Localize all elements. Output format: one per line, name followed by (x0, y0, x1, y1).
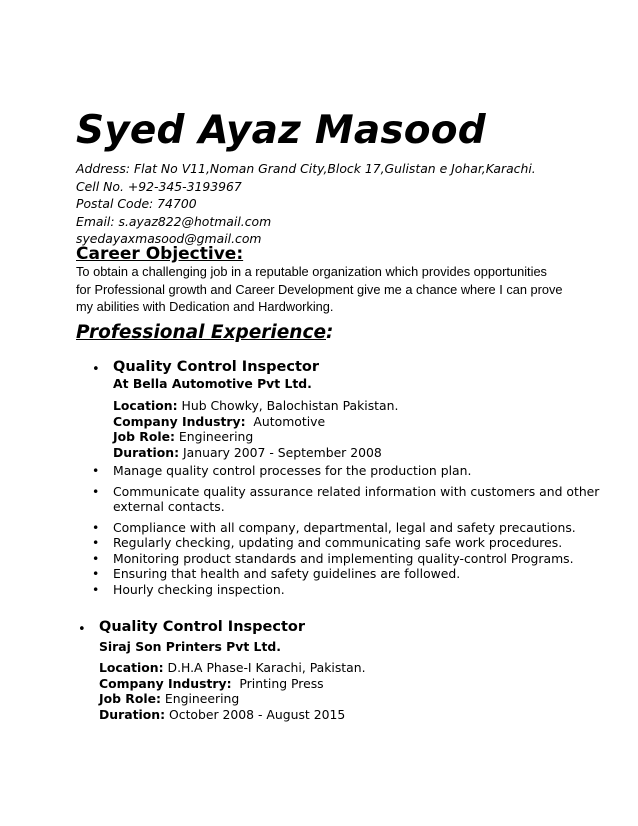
bullet: • (92, 519, 100, 535)
career-objective-heading: Career Objective: (76, 244, 244, 264)
address-line: Address: Flat No V11,Noman Grand City,Block 17,Gulistan e Johar,Karachi. (76, 161, 536, 176)
role-label: Job Role: (113, 429, 175, 444)
duty-text: Compliance with all company, departmental, legal and safety precautions. (113, 519, 576, 535)
email-alt-line: syedayaxmasood@gmail.com (76, 231, 262, 246)
objective-line: To obtain a challenging job in a reputable organization which provides opportunities (76, 264, 547, 279)
job-bullet: • (92, 362, 100, 377)
candidate-name: Syed Ayaz Masood (76, 108, 486, 153)
career-objective-text (76, 263, 566, 316)
duty-text: Hourly checking inspection. (113, 581, 285, 597)
job-title: Quality Control Inspector (113, 359, 319, 375)
bullet: • (92, 550, 100, 566)
bullet: • (92, 581, 100, 597)
bullet: • (92, 566, 100, 581)
duty-text: Manage quality control processes for the production plan. (113, 463, 472, 478)
industry-label: Company Industry: (99, 675, 232, 691)
duration-value: October 2008 - August 2015 (169, 706, 346, 722)
job-details (113, 398, 398, 460)
duration-label: Duration: (99, 706, 166, 722)
email-line: Email: s.ayaz822@hotmail.com (76, 213, 272, 229)
job-details (99, 660, 366, 722)
industry-label: Company Industry: (113, 413, 246, 429)
role-value: Engineering (178, 429, 254, 444)
contact-block (76, 160, 536, 248)
company-name: At Bella Automotive Pvt Ltd. (113, 376, 312, 391)
location-label: Location: (99, 660, 164, 675)
bullet: • (92, 463, 100, 478)
duty-text: Ensuring that health and safety guidelines are followed. (113, 566, 461, 581)
heading-colon: : (326, 322, 334, 343)
industry-value: Printing Press (239, 675, 324, 691)
location-label: Location: (113, 398, 178, 413)
duty-text: Regularly checking, updating and communicating safe work procedures. (113, 535, 563, 550)
postal-line: Postal Code: 74700 (76, 196, 197, 211)
duty-item (92, 463, 572, 479)
duties-list (92, 463, 600, 597)
duration-value: January 2007 - September 2008 (183, 444, 382, 460)
role-label: Job Role: (99, 691, 161, 706)
objective-line: for Professional growth and Career Development give me a chance where I can prove (76, 281, 563, 297)
duty-item (92, 582, 572, 598)
duty-item (92, 519, 576, 536)
location-value: Hub Chowky, Balochistan Pakistan. (181, 398, 399, 413)
company-name: Siraj Son Printers Pvt Ltd. (99, 639, 281, 654)
professional-experience-heading-text: Professional Experience (76, 322, 326, 343)
role-value: Engineering (164, 691, 240, 706)
cell-line: Cell No. +92-345-3193967 (76, 178, 242, 194)
location-value: D.H.A Phase-I Karachi, Pakistan. (167, 660, 366, 675)
bullet: • (92, 535, 100, 550)
duty-item (92, 535, 572, 551)
duty-text: Communicate quality assurance related information with customers and other (113, 483, 600, 499)
duty-text: external contacts. (113, 499, 225, 514)
duty-item (92, 566, 572, 582)
duty-text: Monitoring product standards and implementing quality-control Programs. (113, 550, 574, 566)
duration-label: Duration: (113, 444, 180, 460)
duty-item (92, 483, 600, 515)
bullet: • (92, 483, 100, 499)
job-bullet: • (78, 622, 86, 637)
objective-line: my abilities with Dedication and Hardworking. (76, 299, 334, 314)
professional-experience-heading (76, 322, 333, 343)
industry-value: Automotive (253, 413, 326, 429)
duty-item (92, 551, 572, 567)
job-title: Quality Control Inspector (99, 619, 305, 635)
